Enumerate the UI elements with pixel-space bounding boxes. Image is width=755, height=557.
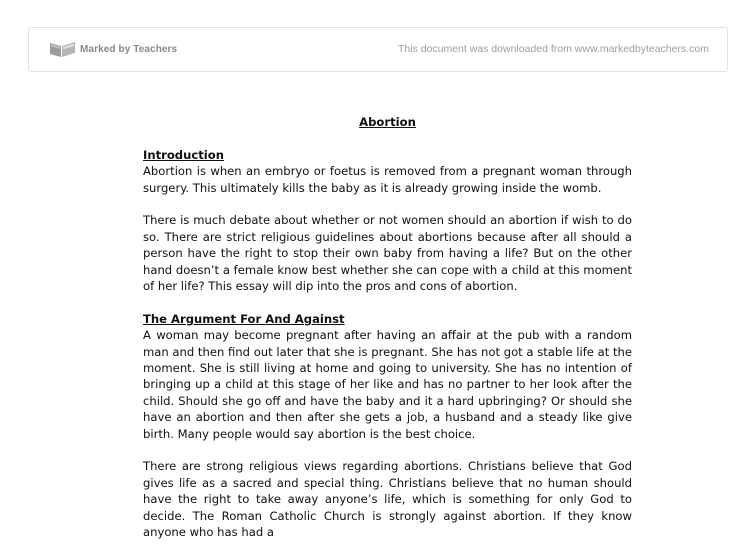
- document-body: [143, 114, 632, 557]
- site-logo[interactable]: [49, 40, 177, 58]
- site-header: [28, 27, 728, 72]
- section-introduction: [143, 147, 632, 295]
- section-argument: [143, 311, 632, 541]
- logo-text: Marked by Teachers: [80, 43, 178, 55]
- paragraph: There is much debate about whether or not women should an abortion if wish to do so. There are strict religious guidelines about abortions because after all should a person have the right to stop their own baby from having a life? But on the other hand doesn’t a female know best whether she can cope with a child at this moment of her life? This essay will dip into the pros and cons of abortion.: [143, 213, 632, 294]
- marked-by-teachers-book-icon: [49, 40, 77, 58]
- download-notice: This document was downloaded from www.markedbyteachers.com: [397, 43, 709, 55]
- section-heading: Introduction: [143, 147, 224, 162]
- document-title: Abortion: [359, 115, 416, 129]
- paragraph: There are strong religious views regarding abortions. Christians believe that God gives life as a sacred and special thing. Christians believe that no human should have the right to take away anyone’s life, which is something for only God to decide. The Roman Catholic Church is strongly against abortion. If they know anyone who has had a: [143, 459, 632, 540]
- section-heading: The Argument For And Against: [143, 311, 345, 326]
- paragraph: Abortion is when an embryo or foetus is removed from a pregnant woman through surgery. This ultimately kills the baby as it is already growing inside the womb.: [143, 164, 632, 195]
- paragraph: A woman may become pregnant after having an affair at the pub with a random man and then find out later that she is pregnant. She has not got a stable life at the moment. She is still living at home and going to university. She has no intention of bringing up a child at this stage of her like and has no partner to her look after the child. Should she go off and have the baby and it a hard upbringing? Or should she have an abortion and then after she gets a job, a husband and a steady like give birth. Many people would say abortion is the best choice.: [143, 328, 632, 441]
